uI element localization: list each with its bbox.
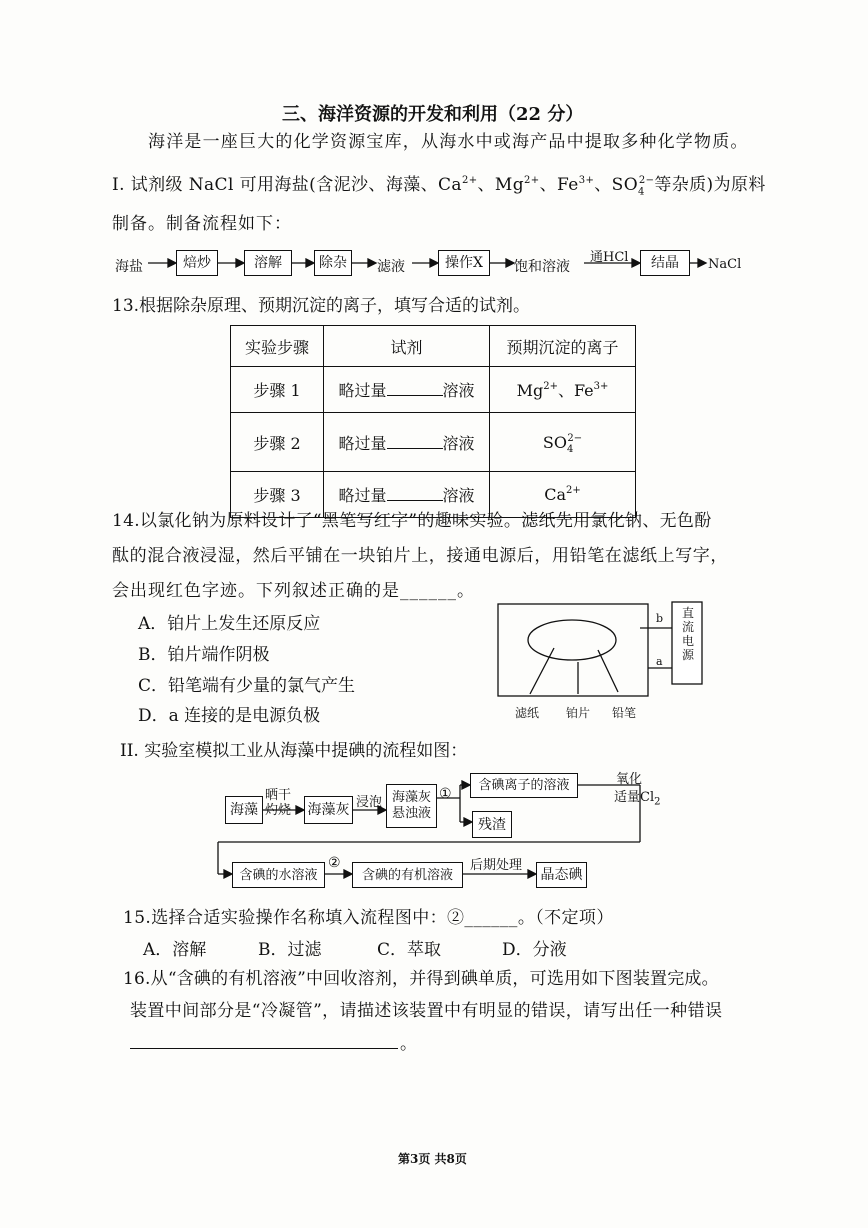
flow-arrows — [0, 0, 868, 300]
row-ion: $Ca^{2+}$ — [490, 472, 636, 518]
flow-filtrate: 滤液 — [377, 259, 405, 275]
flow-oxidize — [614, 771, 660, 807]
q16-line2: 装置中间部分是“冷凝管”，请描述该装置中有明显的错误，请写出任一种错误 — [130, 1001, 723, 1021]
table-row — [231, 367, 636, 413]
q16-period: 。 — [400, 1034, 417, 1054]
row-step: 步骤 2 — [231, 413, 324, 472]
reagent-prefix: 略过量 — [338, 381, 387, 400]
section-title: 三、海洋资源的开发和利用（22 分） — [282, 104, 584, 125]
filter-paper-label: 滤纸 — [515, 706, 540, 720]
q14-line1: 14.以氯化钠为原料设计了“黑笔写红字”的趣味实验。滤纸先用氯化钠、无色酚 — [112, 511, 712, 531]
q13-text: 13.根据除杂原理、预期沉淀的离子，填写合适的试剂。 — [112, 296, 531, 316]
q14-option-d: D．a 连接的是电源负极 — [138, 706, 321, 726]
row-reagent[interactable] — [324, 413, 490, 472]
reagent-suffix: 溶液 — [442, 486, 475, 505]
flow-seaweed-ash: 海藻灰 — [304, 796, 353, 824]
part2-text: II. 实验室模拟工业从海藻中提碘的流程如图： — [120, 741, 468, 761]
flow-box-operation-x: 操作X — [438, 250, 490, 276]
q16-answer-line[interactable] — [130, 1048, 398, 1049]
flow-box-roast: 焙炒 — [176, 250, 218, 276]
flow-arrow-label-hcl: 通HCl — [590, 250, 629, 265]
q15-text: 15.选择合适实验操作名称填入流程图中：②______。（不定项） — [123, 908, 614, 928]
q14-option-a: A．铂片上发生还原反应 — [138, 614, 321, 634]
terminal-a-label: a — [656, 655, 663, 668]
q14-line2: 酞的混合液浸湿，然后平铺在一块铂片上，接通电源后，用铅笔在滤纸上写字， — [112, 546, 728, 566]
q16-line1: 16.从“含碘的有机溶液”中回收溶剂，并得到碘单质，可选用如下图装置完成。 — [123, 969, 719, 989]
flow-organic-iodine: 含碘的有机溶液 — [352, 862, 463, 888]
part1-line1: I. 试剂级 NaCl 可用海盐(含泥沙、海藻、$Ca^{2+}$、$Mg^{2+}$、$Fe^{3+}$、$SO_4^{2-}$等杂质)为原料 — [112, 175, 766, 198]
suspension-line1: 海藻灰 — [391, 790, 431, 805]
oxidize-label: 氧化 — [616, 772, 643, 787]
flow-box-purify: 除杂 — [314, 250, 352, 276]
reagent-blank-3[interactable] — [387, 500, 443, 501]
flow-box-dissolve: 溶解 — [244, 250, 292, 276]
flow-post-process: 后期处理 — [470, 858, 523, 873]
chlorine-label: 适量$Cl_2$ — [614, 790, 661, 808]
flow-dry-label: 晒干 — [265, 788, 292, 803]
table-row — [231, 413, 636, 472]
reagent-suffix: 溶液 — [442, 381, 475, 400]
flow-seaweed: 海藻 — [225, 796, 263, 824]
reagent-prefix: 略过量 — [338, 486, 387, 505]
header-ion: 预期沉淀的离子 — [490, 326, 636, 367]
row-ion: $Mg^{2+}$、$Fe^{3+}$ — [490, 367, 636, 413]
flow-saturated: 饱和溶液 — [514, 259, 570, 275]
flow-crystal-iodine: 晶态碘 — [536, 862, 587, 888]
part1-line2: 制备。制备流程如下： — [112, 214, 292, 234]
reagent-table — [230, 325, 636, 518]
reagent-prefix: 略过量 — [338, 433, 387, 453]
row-step: 步骤 1 — [231, 367, 324, 413]
page-footer: 第3页 共8页 — [398, 1152, 467, 1166]
flow-iodide-solution: 含碘离子的溶液 — [470, 773, 578, 798]
row-step: 步骤 3 — [231, 472, 324, 518]
header-reagent: 试剂 — [324, 326, 490, 367]
flow-step-2: ② — [328, 855, 341, 871]
flow-aqueous-iodine: 含碘的水溶液 — [232, 862, 325, 888]
row-ion: $SO_4^{2-}$ — [490, 413, 636, 472]
flow-box-crystallize: 结晶 — [640, 250, 690, 276]
q15-option-b: B．过滤 — [258, 940, 322, 960]
flow-suspension — [386, 784, 437, 828]
suspension-line2: 悬浊液 — [391, 806, 431, 821]
flow-start: 海盐 — [115, 259, 143, 275]
terminal-b-label: b — [656, 612, 664, 625]
intro-text: 海洋是一座巨大的化学资源宝库，从海水中或海产品中提取多种化学物质。 — [148, 132, 749, 152]
pencil-label: 铅笔 — [612, 706, 637, 720]
q15-option-a: A．溶解 — [143, 940, 207, 960]
flow-step-1: ① — [439, 786, 452, 802]
platinum-label: 铂片 — [566, 706, 591, 720]
q15-option-d: D．分液 — [502, 940, 567, 960]
reagent-suffix: 溶液 — [442, 433, 475, 453]
q14-option-b: B．铂片端作阴极 — [138, 645, 270, 665]
flow-burn-label: 灼烧 — [265, 803, 292, 818]
header-step: 实验步骤 — [231, 326, 324, 367]
flow-dry-burn — [265, 788, 291, 818]
dc-power-label: 直流电源 — [681, 606, 694, 662]
row-reagent[interactable] — [324, 367, 490, 413]
reagent-blank-2[interactable] — [387, 448, 443, 449]
reagent-blank-1[interactable] — [387, 395, 443, 396]
table-header-row — [231, 326, 636, 367]
q14-option-c: C．铅笔端有少量的氯气产生 — [138, 676, 356, 696]
flow-residue: 残渣 — [472, 811, 512, 838]
flow-end-nacl: NaCl — [708, 257, 742, 272]
flow-soak-label: 浸泡 — [356, 795, 383, 810]
q14-line3: 会出现红色字迹。下列叙述正确的是______。 — [112, 581, 475, 601]
q15-option-c: C．萃取 — [377, 940, 442, 960]
